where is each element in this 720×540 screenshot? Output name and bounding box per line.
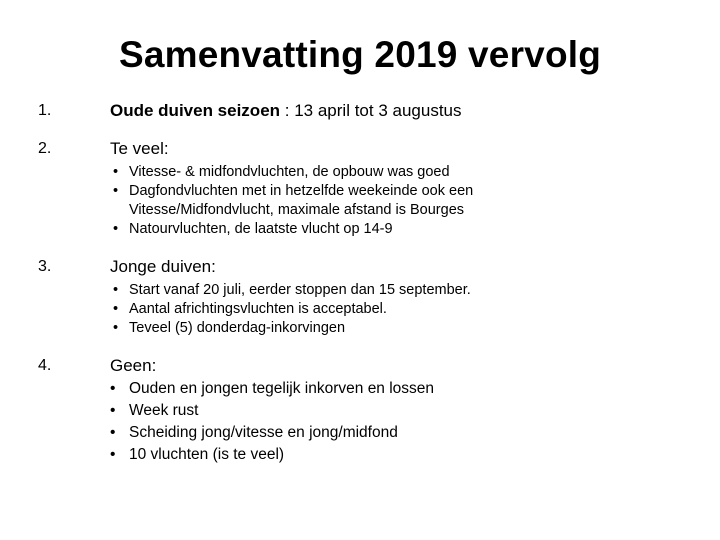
list-item: • Scheiding jong/vitesse en jong/midfond — [110, 422, 670, 444]
page-title: Samenvatting 2019 vervolg — [118, 34, 602, 75]
list-item: • Teveel (5) donderdag-inkorvingen — [113, 319, 673, 338]
item-number: 2. — [38, 140, 52, 157]
bullet-list — [113, 281, 673, 338]
list-item: • Ouden en jongen tegelijk inkorven en lossen — [110, 378, 670, 400]
list-item: • Dagfondvluchten met in hetzelfde weekeinde ook een Vitesse/Midfondvlucht, maximale afstand is Bourges — [113, 182, 533, 220]
item-heading — [110, 101, 462, 121]
list-item: • Start vanaf 20 juli, eerder stoppen dan 15 september. — [113, 281, 673, 300]
list-item: • Natourvluchten, de laatste vlucht op 14-9 — [113, 220, 533, 239]
item-number: 1. — [38, 102, 52, 119]
item-heading: Geen: — [110, 356, 157, 375]
item-number: 3. — [38, 258, 52, 275]
list-item: • Vitesse- & midfondvluchten, de opbouw was goed — [113, 163, 533, 182]
item-heading-rest: : 13 april tot 3 augustus — [280, 101, 462, 120]
item-number: 4. — [38, 357, 52, 374]
item-heading-bold: Oude duiven seizoen — [110, 101, 281, 120]
item-heading: Jonge duiven: — [110, 257, 216, 276]
bullet-list — [113, 163, 533, 239]
list-item: • Week rust — [110, 400, 670, 422]
list-item: • Aantal africhtingsvluchten is acceptabel. — [113, 300, 673, 319]
item-heading: Te veel: — [110, 139, 169, 158]
bullet-list — [110, 378, 670, 466]
list-item: • 10 vluchten (is te veel) — [110, 444, 670, 466]
